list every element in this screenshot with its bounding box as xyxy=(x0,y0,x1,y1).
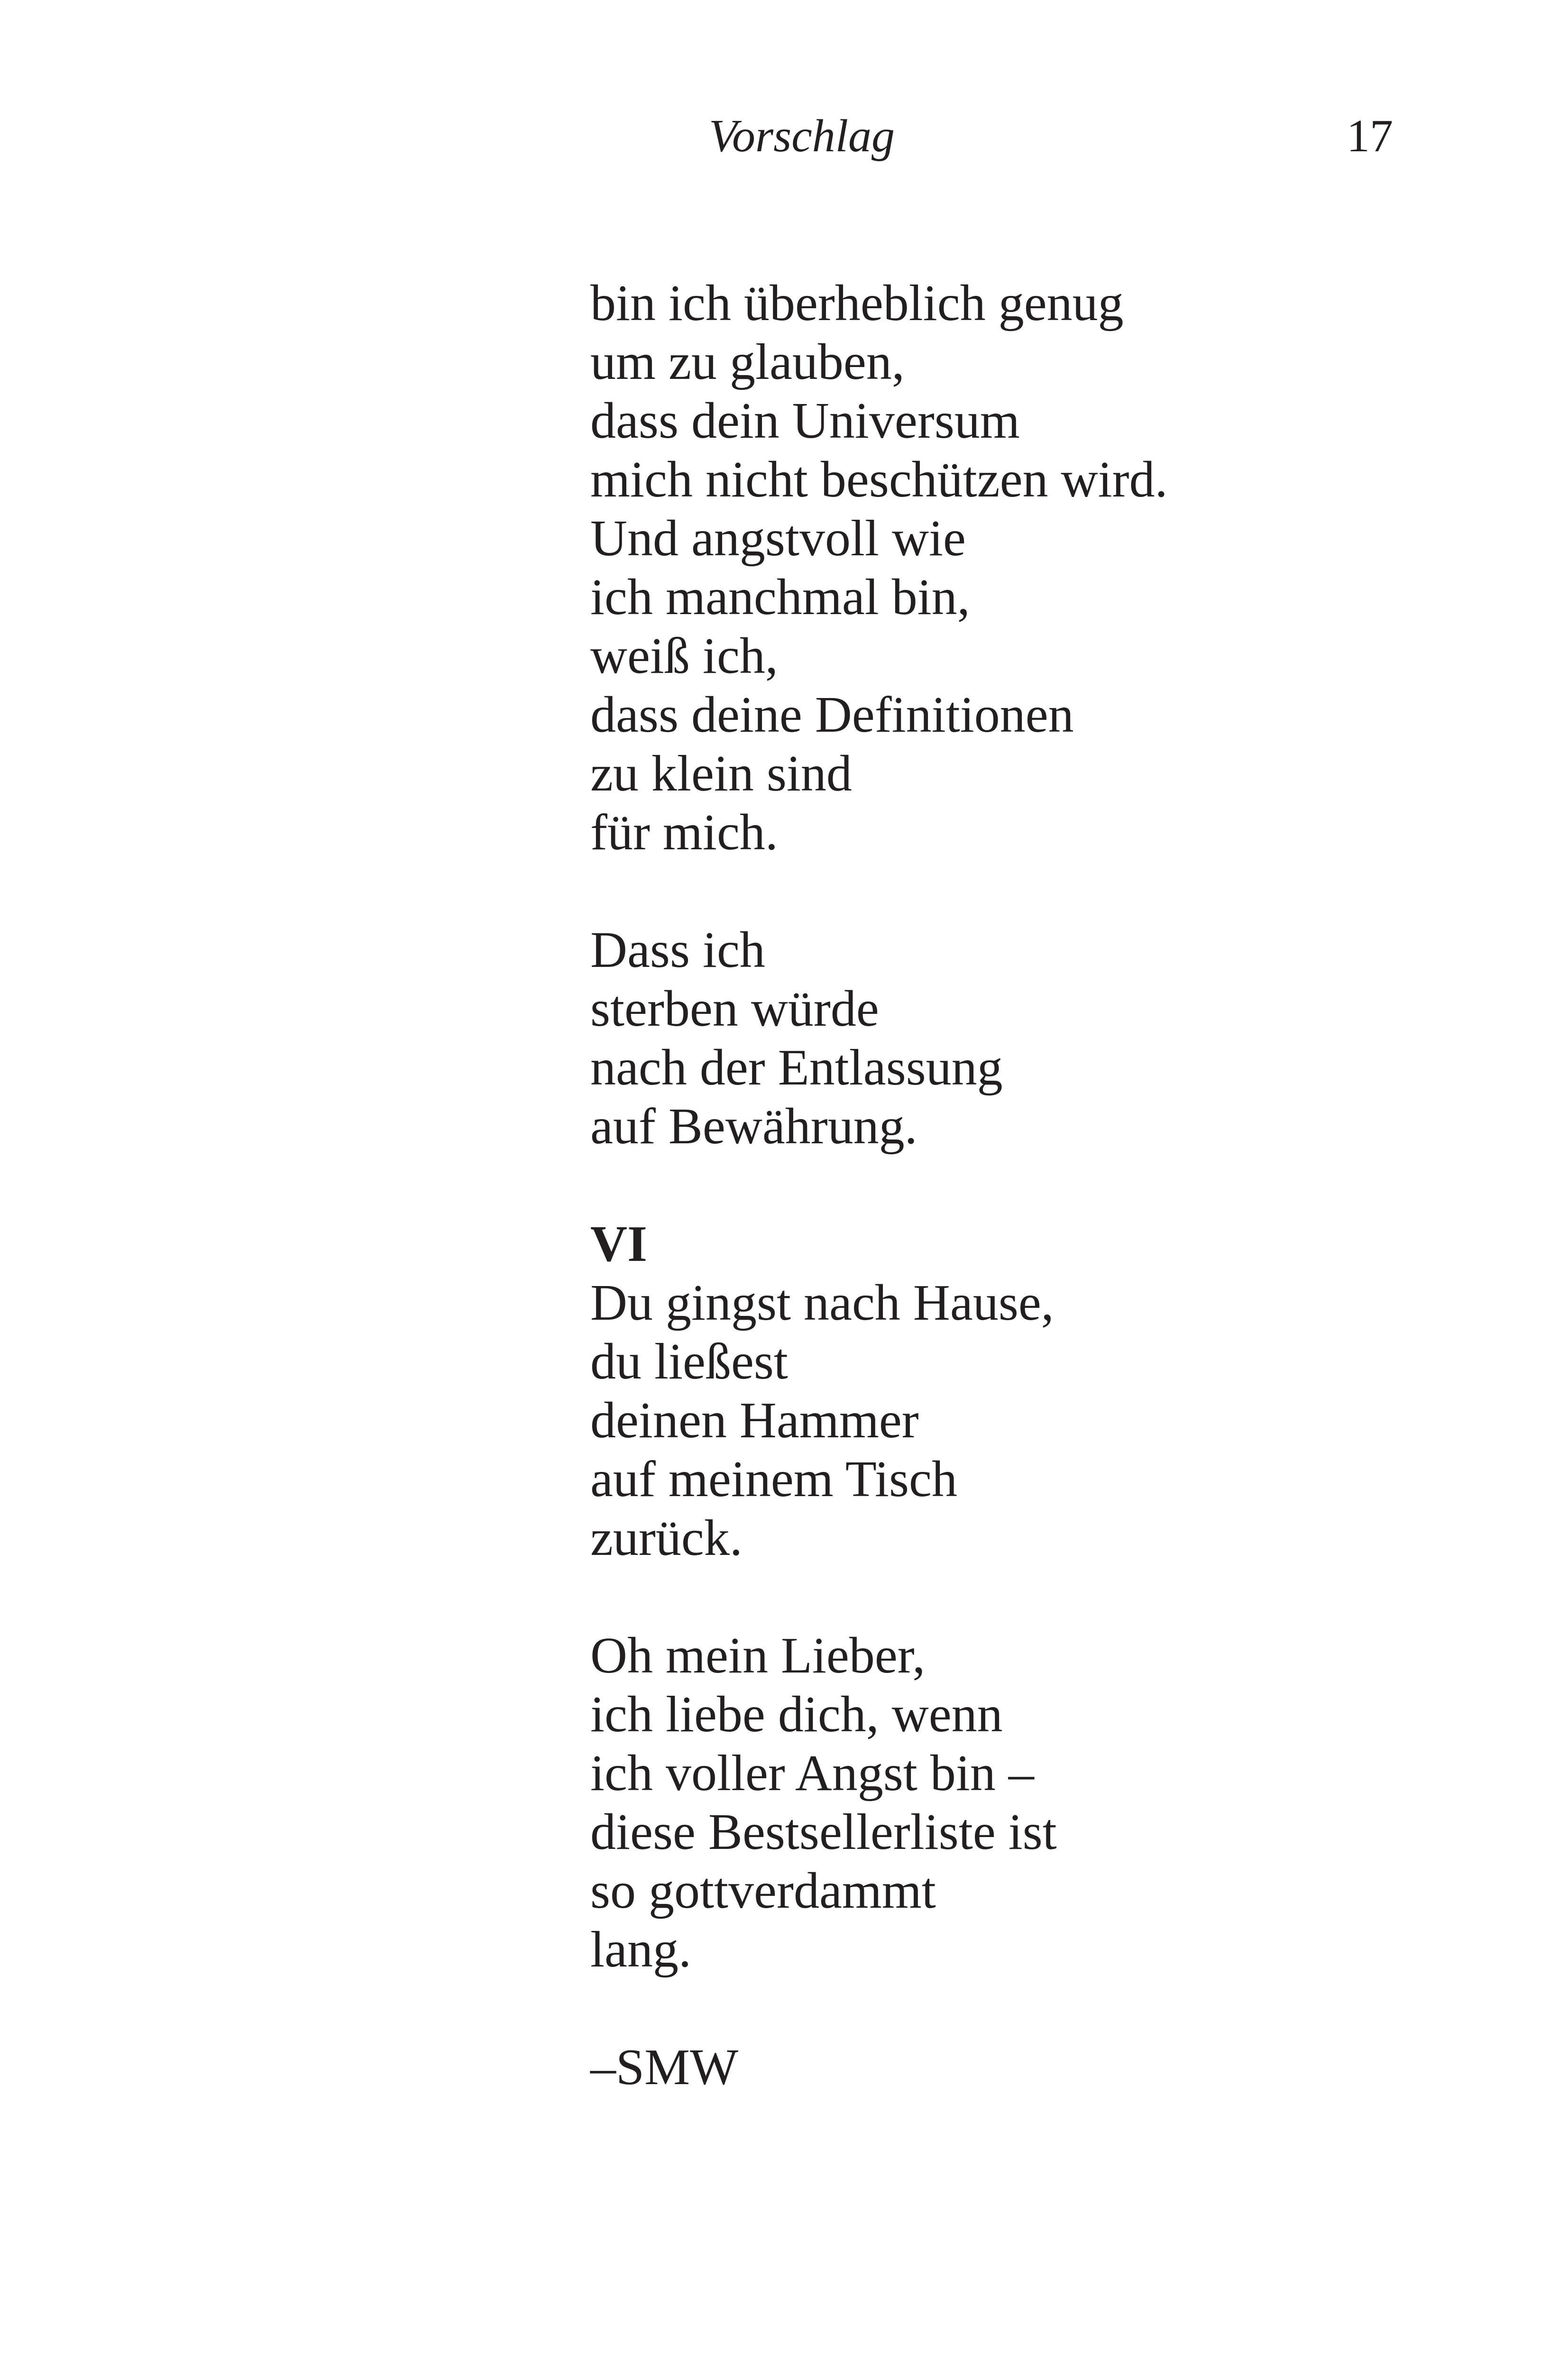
poem-line: diese Bestsellerliste ist xyxy=(590,1804,1057,1860)
poem-line: um zu glauben, xyxy=(590,334,905,390)
poem-line: zu klein sind xyxy=(590,745,852,802)
poem-line: Du gingst nach Hause, xyxy=(590,1275,1054,1331)
poem-line: mich nicht beschützen wird. xyxy=(590,451,1168,508)
poem-line: du ließest xyxy=(590,1333,788,1390)
poem-line: für mich. xyxy=(590,804,778,861)
poem-line: auf Bewährung. xyxy=(590,1098,917,1155)
poem-line: Dass ich xyxy=(590,922,765,978)
poem-line: dass dein Universum xyxy=(590,393,1020,449)
poem xyxy=(590,274,1491,2097)
poem-line: dass deine Definitionen xyxy=(590,687,1074,743)
stanza-1 xyxy=(590,274,1491,862)
running-head xyxy=(0,0,1568,190)
poem-line: ich liebe dich, wenn xyxy=(590,1686,1003,1743)
page-number: 17 xyxy=(1347,110,1393,162)
stanza-2 xyxy=(590,921,1491,1156)
signature: –SMW xyxy=(590,2039,739,2095)
poem-line: zurück. xyxy=(590,1510,743,1566)
poem-line: ich manchmal bin, xyxy=(590,569,970,625)
poem-line: so gottverdammt xyxy=(590,1863,936,1919)
poem-line: nach der Entlassung xyxy=(590,1039,1003,1096)
stanza-3 xyxy=(590,1215,1491,1568)
running-title: Vorschlag xyxy=(709,110,895,162)
poem-line: deinen Hammer xyxy=(590,1392,919,1449)
section-heading: VI xyxy=(590,1216,648,1272)
poem-line: lang. xyxy=(590,1921,691,1978)
poem-line: Und angstvoll wie xyxy=(590,510,966,567)
poem-line: Oh mein Lieber, xyxy=(590,1627,926,1684)
poem-line: bin ich überheblich genug xyxy=(590,275,1124,331)
poem-line: auf meinem Tisch xyxy=(590,1451,957,1507)
stanza-4 xyxy=(590,1627,1491,1979)
poem-line: weiß ich, xyxy=(590,628,778,684)
poem-line: sterben würde xyxy=(590,981,879,1037)
poem-line: ich voller Angst bin – xyxy=(590,1745,1034,1801)
